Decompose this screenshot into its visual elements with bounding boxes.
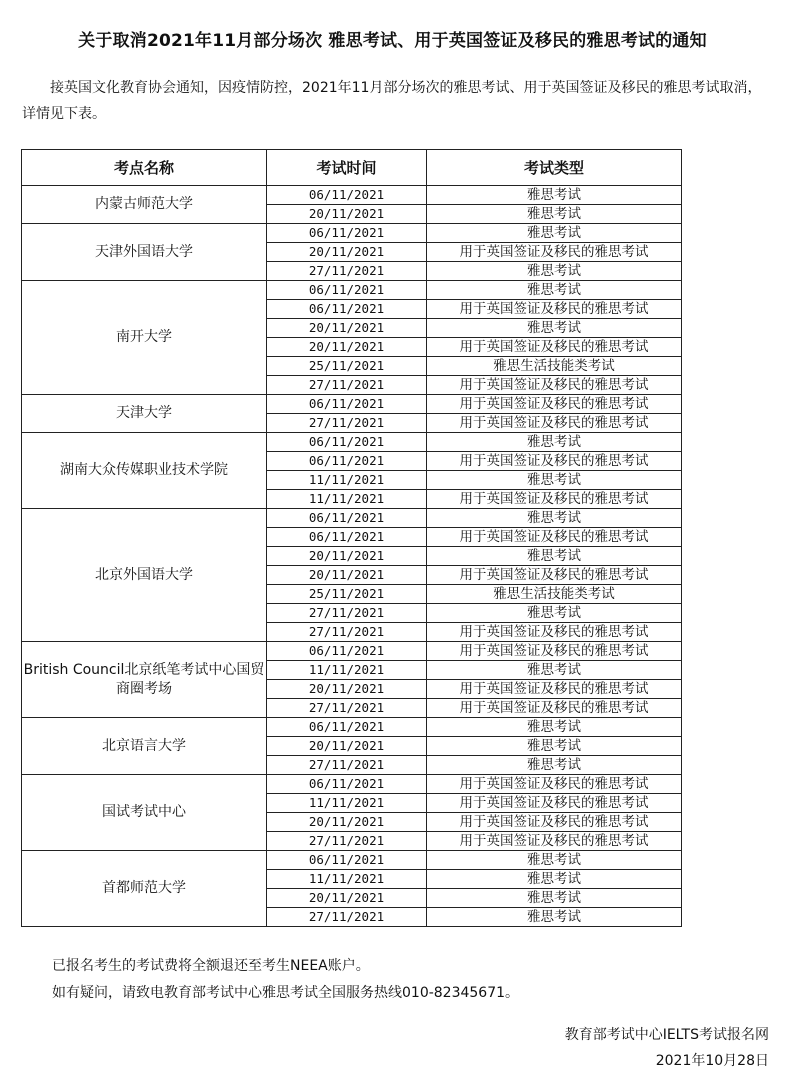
exam-date-cell: 06/11/2021 bbox=[267, 851, 427, 870]
table-row bbox=[22, 509, 682, 528]
exam-type-cell: 雅思考试 bbox=[427, 205, 682, 224]
exam-type-cell: 用于英国签证及移民的雅思考试 bbox=[427, 832, 682, 851]
table-header-row bbox=[22, 150, 682, 186]
exam-type-cell: 雅思考试 bbox=[427, 870, 682, 889]
exam-date-cell: 20/11/2021 bbox=[267, 243, 427, 262]
exam-date-cell: 27/11/2021 bbox=[267, 832, 427, 851]
exam-date-cell: 06/11/2021 bbox=[267, 186, 427, 205]
refund-note: 已报名考生的考试费将全额退还至考生NEEA账户。 bbox=[52, 958, 370, 974]
exam-date-cell: 06/11/2021 bbox=[267, 509, 427, 528]
exam-type-cell: 用于英国签证及移民的雅思考试 bbox=[427, 775, 682, 794]
exam-type-cell: 雅思考试 bbox=[427, 908, 682, 927]
exam-type-cell: 雅思生活技能类考试 bbox=[427, 585, 682, 604]
header-date: 考试时间 bbox=[267, 150, 427, 186]
exam-date-cell: 11/11/2021 bbox=[267, 490, 427, 509]
exam-date-cell: 06/11/2021 bbox=[267, 433, 427, 452]
table-row bbox=[22, 281, 682, 300]
exam-type-cell: 雅思考试 bbox=[427, 433, 682, 452]
exam-date-cell: 27/11/2021 bbox=[267, 414, 427, 433]
exam-date-cell: 20/11/2021 bbox=[267, 813, 427, 832]
exam-type-cell: 雅思考试 bbox=[427, 604, 682, 623]
exam-type-cell: 用于英国签证及移民的雅思考试 bbox=[427, 699, 682, 718]
exam-date-cell: 20/11/2021 bbox=[267, 680, 427, 699]
exam-type-cell: 用于英国签证及移民的雅思考试 bbox=[427, 642, 682, 661]
hotline-note: 如有疑问，请致电教育部考试中心雅思考试全国服务热线010-82345671。 bbox=[52, 985, 520, 1001]
exam-date-cell: 06/11/2021 bbox=[267, 452, 427, 471]
venue-name-cell: 南开大学 bbox=[22, 281, 267, 395]
exam-date-cell: 27/11/2021 bbox=[267, 756, 427, 775]
exam-date-cell: 20/11/2021 bbox=[267, 319, 427, 338]
exam-date-cell: 27/11/2021 bbox=[267, 262, 427, 281]
exam-date-cell: 06/11/2021 bbox=[267, 224, 427, 243]
exam-date-cell: 11/11/2021 bbox=[267, 870, 427, 889]
cancellation-table bbox=[21, 149, 682, 927]
table-row bbox=[22, 224, 682, 243]
exam-type-cell: 雅思考试 bbox=[427, 262, 682, 281]
venue-name-cell: 天津大学 bbox=[22, 395, 267, 433]
table-row bbox=[22, 395, 682, 414]
exam-date-cell: 20/11/2021 bbox=[267, 889, 427, 908]
header-venue: 考点名称 bbox=[22, 150, 267, 186]
exam-type-cell: 用于英国签证及移民的雅思考试 bbox=[427, 395, 682, 414]
exam-type-cell: 用于英国签证及移民的雅思考试 bbox=[427, 452, 682, 471]
venue-name-cell: 北京外国语大学 bbox=[22, 509, 267, 642]
table-row bbox=[22, 718, 682, 737]
exam-date-cell: 27/11/2021 bbox=[267, 699, 427, 718]
venue-name-cell: 国试考试中心 bbox=[22, 775, 267, 851]
exam-type-cell: 雅思考试 bbox=[427, 889, 682, 908]
exam-date-cell: 11/11/2021 bbox=[267, 794, 427, 813]
venue-name-cell: 天津外国语大学 bbox=[22, 224, 267, 281]
exam-date-cell: 11/11/2021 bbox=[267, 471, 427, 490]
exam-date-cell: 06/11/2021 bbox=[267, 281, 427, 300]
exam-date-cell: 27/11/2021 bbox=[267, 376, 427, 395]
venue-name-cell: 首都师范大学 bbox=[22, 851, 267, 927]
table-row bbox=[22, 851, 682, 870]
exam-type-cell: 雅思考试 bbox=[427, 224, 682, 243]
exam-type-cell: 用于英国签证及移民的雅思考试 bbox=[427, 300, 682, 319]
exam-type-cell: 雅思考试 bbox=[427, 547, 682, 566]
exam-date-cell: 11/11/2021 bbox=[267, 661, 427, 680]
exam-date-cell: 27/11/2021 bbox=[267, 604, 427, 623]
exam-date-cell: 06/11/2021 bbox=[267, 395, 427, 414]
table-row bbox=[22, 642, 682, 661]
exam-date-cell: 06/11/2021 bbox=[267, 642, 427, 661]
signature-org: 教育部考试中心IELTS考试报名网 bbox=[564, 1027, 769, 1043]
exam-type-cell: 用于英国签证及移民的雅思考试 bbox=[427, 338, 682, 357]
exam-date-cell: 27/11/2021 bbox=[267, 908, 427, 927]
exam-type-cell: 雅思考试 bbox=[427, 319, 682, 338]
exam-type-cell: 雅思生活技能类考试 bbox=[427, 357, 682, 376]
exam-date-cell: 06/11/2021 bbox=[267, 775, 427, 794]
table-row bbox=[22, 186, 682, 205]
exam-type-cell: 用于英国签证及移民的雅思考试 bbox=[427, 414, 682, 433]
exam-date-cell: 06/11/2021 bbox=[267, 528, 427, 547]
table-row bbox=[22, 775, 682, 794]
exam-type-cell: 雅思考试 bbox=[427, 661, 682, 680]
signature-date: 2021年10月28日 bbox=[655, 1053, 769, 1069]
exam-type-cell: 雅思考试 bbox=[427, 186, 682, 205]
exam-type-cell: 用于英国签证及移民的雅思考试 bbox=[427, 376, 682, 395]
intro-paragraph: 接英国文化教育协会通知，因疫情防控，2021年11月部分场次的雅思考试、用于英国签证及移民的雅思考试取消，详情见下表。 bbox=[22, 80, 762, 122]
exam-date-cell: 25/11/2021 bbox=[267, 357, 427, 376]
exam-date-cell: 20/11/2021 bbox=[267, 338, 427, 357]
venue-name-cell: 湖南大众传媒职业技术学院 bbox=[22, 433, 267, 509]
venue-name-cell: 北京语言大学 bbox=[22, 718, 267, 775]
notice-title: 关于取消2021年11月部分场次 雅思考试、用于英国签证及移民的雅思考试的通知 bbox=[78, 31, 707, 51]
exam-type-cell: 用于英国签证及移民的雅思考试 bbox=[427, 813, 682, 832]
exam-date-cell: 20/11/2021 bbox=[267, 547, 427, 566]
exam-date-cell: 20/11/2021 bbox=[267, 737, 427, 756]
exam-type-cell: 用于英国签证及移民的雅思考试 bbox=[427, 243, 682, 262]
exam-date-cell: 20/11/2021 bbox=[267, 566, 427, 585]
footer-notes bbox=[52, 953, 519, 1007]
exam-type-cell: 雅思考试 bbox=[427, 718, 682, 737]
exam-type-cell: 用于英国签证及移民的雅思考试 bbox=[427, 794, 682, 813]
exam-date-cell: 25/11/2021 bbox=[267, 585, 427, 604]
exam-type-cell: 用于英国签证及移民的雅思考试 bbox=[427, 490, 682, 509]
exam-date-cell: 20/11/2021 bbox=[267, 205, 427, 224]
venue-name-cell: 内蒙古师范大学 bbox=[22, 186, 267, 224]
exam-type-cell: 雅思考试 bbox=[427, 737, 682, 756]
exam-date-cell: 06/11/2021 bbox=[267, 300, 427, 319]
exam-type-cell: 雅思考试 bbox=[427, 471, 682, 490]
exam-type-cell: 雅思考试 bbox=[427, 851, 682, 870]
exam-type-cell: 用于英国签证及移民的雅思考试 bbox=[427, 528, 682, 547]
table-body bbox=[22, 186, 682, 927]
table-row bbox=[22, 433, 682, 452]
exam-type-cell: 用于英国签证及移民的雅思考试 bbox=[427, 623, 682, 642]
exam-type-cell: 用于英国签证及移民的雅思考试 bbox=[427, 566, 682, 585]
venue-name-cell: British Council北京纸笔考试中心国贸商圈考场 bbox=[22, 642, 267, 718]
header-type: 考试类型 bbox=[427, 150, 682, 186]
exam-date-cell: 27/11/2021 bbox=[267, 623, 427, 642]
exam-type-cell: 雅思考试 bbox=[427, 281, 682, 300]
exam-date-cell: 06/11/2021 bbox=[267, 718, 427, 737]
signature-block bbox=[565, 1022, 769, 1074]
exam-type-cell: 用于英国签证及移民的雅思考试 bbox=[427, 680, 682, 699]
exam-type-cell: 雅思考试 bbox=[427, 509, 682, 528]
exam-type-cell: 雅思考试 bbox=[427, 756, 682, 775]
